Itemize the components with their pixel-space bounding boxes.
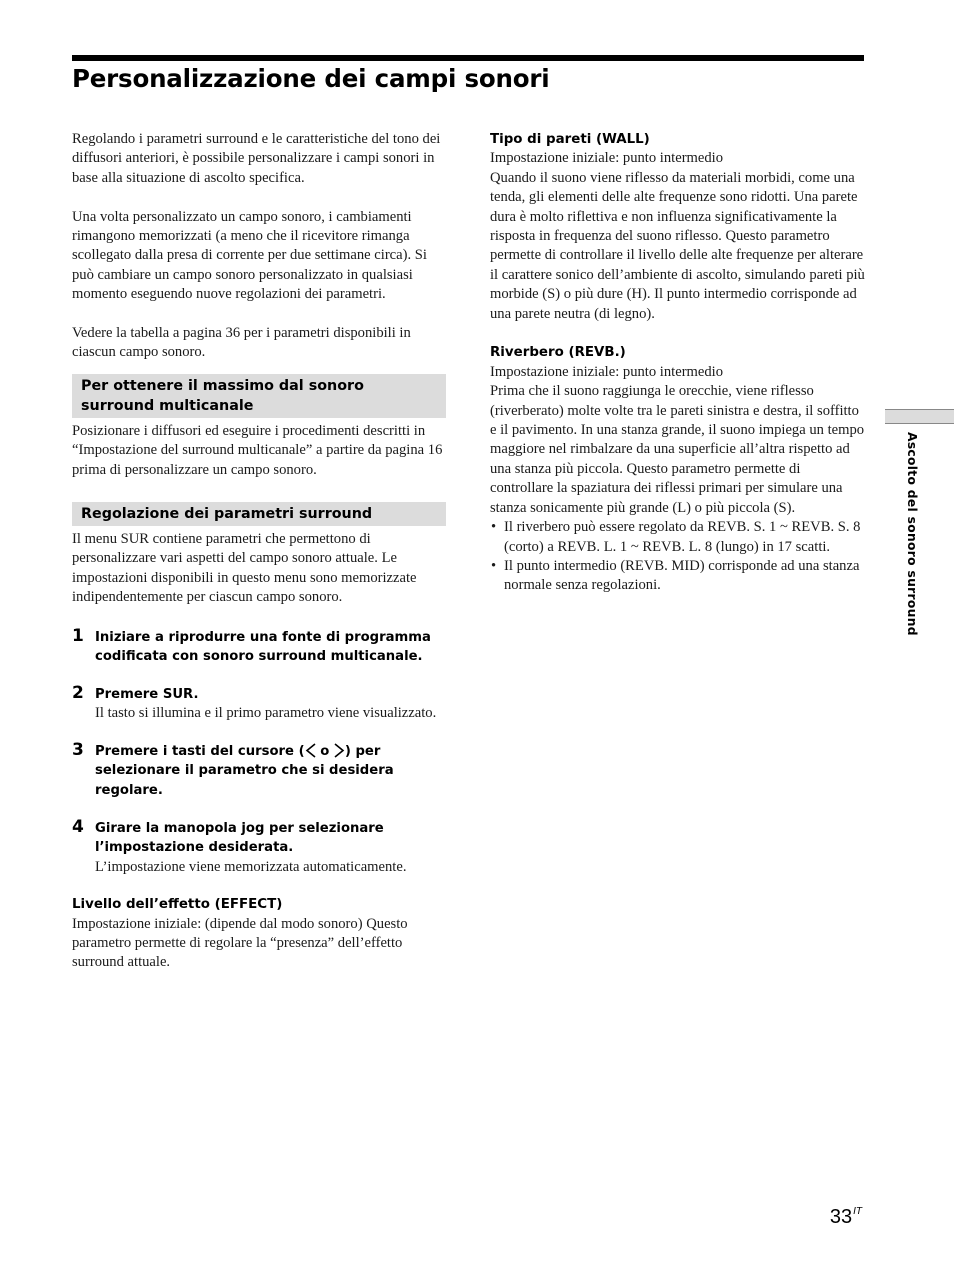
step-4 xyxy=(72,816,446,878)
step-text-part: Premere i tasti del cursore ( xyxy=(95,743,305,759)
wall-initial-setting: Impostazione iniziale: punto intermedio xyxy=(490,150,724,167)
right-column xyxy=(490,130,866,596)
wall-heading: Tipo di pareti (WALL) xyxy=(490,132,650,147)
section-heading-multichannel: Per ottenere il massimo dal sonoro surround multicanale xyxy=(72,374,446,418)
step-instruction: Girare la manopola jog per selezionare l’impostazione desiderata. xyxy=(95,820,384,856)
list-item xyxy=(490,518,866,557)
step-instruction: Iniziare a riprodurre una fonte di programma codificata con sonoro surround multicanale. xyxy=(95,629,431,665)
reverb-initial-setting: Impostazione iniziale: punto intermedio xyxy=(490,363,724,380)
intro-paragraph-1: Regolando i parametri surround e le caratteristiche del tono dei diffusori anteriori, è possibile personalizzare i campi sonori in base alla situazione di ascolto specifica. xyxy=(72,131,441,186)
side-tab-marker xyxy=(885,409,954,424)
chevron-left-icon xyxy=(305,743,316,758)
effect-body: Impostazione iniziale: (dipende dal modo sonoro) Questo parametro permette di regolare la “presenza” dell’effetto surround attuale. xyxy=(72,915,408,971)
step-2 xyxy=(72,682,446,724)
reverb-heading: Riverbero (REVB.) xyxy=(490,345,626,361)
bullet-icon: • xyxy=(491,557,497,574)
page-title: Personalizzazione dei campi sonori xyxy=(72,64,550,93)
section-body-surround-params: Il menu SUR contiene parametri che permettono di personalizzare vari aspetti del campo sonoro attuale. Le impostazioni disponibili in questo menu sono memorizzate indipendentemente per ciascun campo sonoro. xyxy=(72,531,417,606)
list-item-text: Il riverbero può essere regolato da REVB. S. 1 ~ REVB. S. 8 (corto) a REVB. L. 1 ~ REVB. L. 8 (lungo) in 17 scatti. xyxy=(504,519,861,555)
section-body-multichannel: Posizionare i diffusori ed eseguire i procedimenti descritti in “Impostazione del surround multicanale” a partire da pagina 16 prima di personalizzare un campo sonoro. xyxy=(72,422,443,478)
list-item-text: Il punto intermedio (REVB. MID) corrisponde ad una stanza normale senza regolazioni. xyxy=(504,557,860,594)
bullet-icon: • xyxy=(491,519,497,536)
step-number: 3 xyxy=(72,739,84,760)
title-rule xyxy=(72,55,864,61)
step-note: L’impostazione viene memorizzata automaticamente. xyxy=(95,858,407,875)
step-3 xyxy=(72,739,446,801)
step-number: 4 xyxy=(72,816,84,837)
step-text-part: o xyxy=(315,743,334,759)
left-column xyxy=(72,130,446,973)
wall-body: Quando il suono viene riflesso da materiali morbidi, come una tenda, gli elementi delle alte frequenze sono ridotti. Una parete dura è molto riflettiva e non influenza significativamente la risposta in frequenza del suono riflesso. Questo parametro permette di controllare il livello delle alte frequenze per alterare il carattere sonico dell’ambiente di ascolto, simulando pareti più morbide (S) o più dure (H). Il punto intermedio corrisponde ad una parete neutra (di legno). xyxy=(490,169,865,322)
step-instruction: Premere SUR. xyxy=(95,686,199,702)
page-number-suffix: IT xyxy=(853,1206,862,1217)
page-number-value: 33 xyxy=(829,1206,853,1228)
step-instruction xyxy=(95,742,446,801)
list-item xyxy=(490,557,866,596)
page-number xyxy=(830,1206,862,1229)
chevron-right-icon xyxy=(334,743,345,758)
side-tab-label: Ascolto del sonoro surround xyxy=(905,432,919,636)
step-number: 2 xyxy=(72,682,84,703)
step-note: Il tasto si illumina e il primo parametro viene visualizzato. xyxy=(95,705,437,722)
step-number: 1 xyxy=(72,625,84,646)
intro-paragraph-3: Vedere la tabella a pagina 36 per i parametri disponibili in ciascun campo sonoro. xyxy=(72,325,411,361)
reverb-body: Prima che il suono raggiunga le orecchie, viene riflesso (riverberato) molte volte tra le pareti sinistra e destra, il soffitto e il pavimento. In una stanza grande, il suono impiega un tempo maggiore nel rimbalzare da una superficie all’altra rispetto ad una stanza più piccola. Questo parametro permette di controllare la spaziatura dei riflessi primari per simulare una stanza sonicamente più grande (L) o più piccola (S). xyxy=(490,383,865,516)
effect-heading: Livello dell’effetto (EFFECT) xyxy=(72,897,283,913)
section-heading-surround-params: Regolazione dei parametri surround xyxy=(72,502,446,526)
step-text-part: ) per selezionare il parametro che si desidera regolare. xyxy=(95,743,394,799)
intro-paragraph-2: Una volta personalizzato un campo sonoro, i cambiamenti rimangono memorizzati (a meno che il ricevitore rimanga scollegato dalla presa di corrente per due settimane circa). Si può cambiare un campo sonoro personalizzato in qualsiasi momento eseguendo nuove regolazioni dei parametri. xyxy=(72,208,427,303)
step-1 xyxy=(72,625,446,667)
reverb-bullet-list xyxy=(490,518,866,596)
